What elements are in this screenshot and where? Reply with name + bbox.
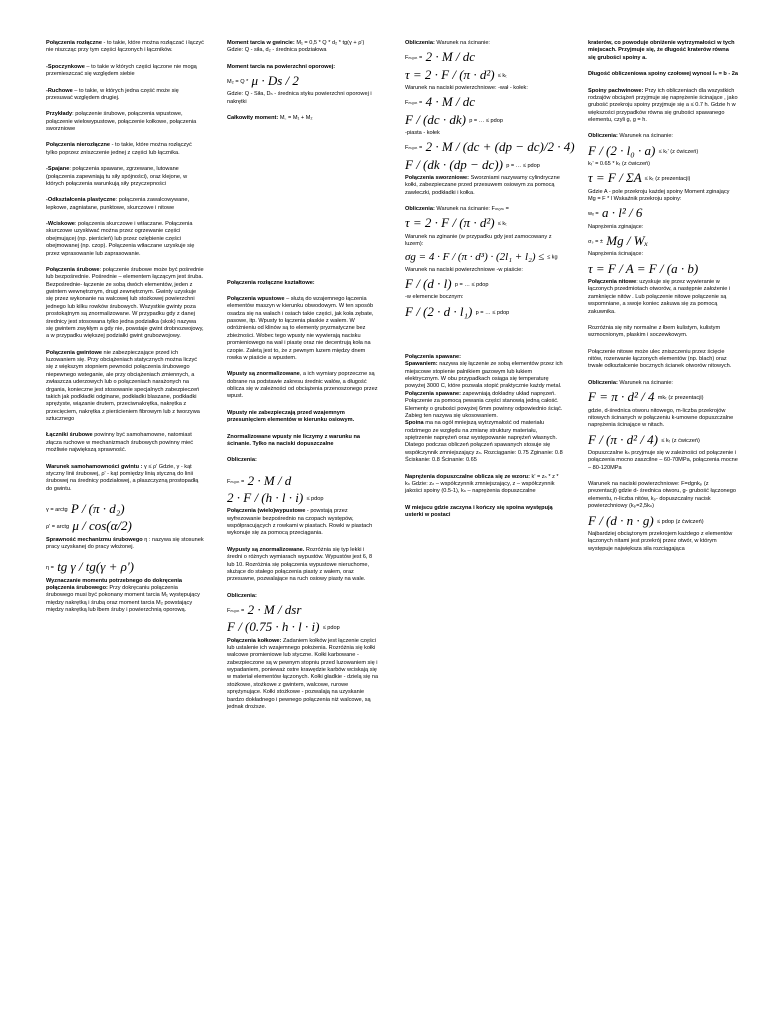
formula-tau-ab: τ = F / A = F / (a · b) — [588, 260, 699, 276]
formula-tau-sum: τ = F / ΣA ≤ kₜ (z prezentacji) — [588, 170, 691, 186]
formula-eta: η = tg γ / tg(γ + ρ') — [46, 559, 134, 575]
block-wypusty-norm: Wypusty są znormalizowane. Rozróżnia się typ lekki i średni o różnych wymiarach wypustów. Wypustów jest 6, 8 lub 10. Rozróżnia się połączenia wypustowe nieruchome, służące do stałego połączenia piasty z wałem, oraz przesuwne, pozwalające na ruch osiowy piasty na wale. — [227, 546, 373, 583]
block-odksztalcenia: -Odkształcenia plastyczne: połączenia zawalcowywane, lepkowe, zagniatane, punktowe, skurczowe i nitowe — [46, 197, 190, 211]
block-wpusty-naciski: Znormalizowane wpusty nie liczymy z warunku na ścinanie. Tylko na naciski dopuszczalne — [227, 433, 361, 447]
block-naciski-nit: Warunek na naciski powierzchniowe: F=dgnkₚ (z prezentacji) gdzie d- średnica otworu, g- grubość łączonego elementu, n-liczba nitów, kₚ- dopuszczalny nacisk powierzchniowy (kₚ=2,5kₙ) — [588, 481, 737, 510]
formula-tau-spoina: F / (2 · l₀ · a) ≤ kₜ' (z ćwiczeń) — [588, 142, 699, 158]
block-nitowe: Połączenia nitowe: uzyskuje się przez wywieranie w łączonych przedmiotach otworów, a następnie założenie i zamknięcie nitów . Lub połączenie nitowe połączenie są wspomniane, a swoje koniec zakuwa się za pomocą zakuwnika. — [588, 279, 731, 315]
formula-fmom-wypust: Fₘₒₘ = 2 · M / dsr — [227, 602, 302, 618]
block-calkowity: Całkowity moment: M꜀ = M₁ + M₂ — [227, 115, 313, 122]
block-spajane: -Spajane: połączenia spawane, zgrzewane, lutowane (połączenia zapewniają tu siły spójności), oraz klejone, w których połączenia warunkują siły przyczepności — [46, 166, 188, 187]
block-nity-rodzaje: Rozróżnia się nity normalne z łbem kulistym, kulistym wzmocnionym, płaskim i soczewkowym. — [588, 324, 721, 339]
block-piasta-kolek: -piasta - kołek — [405, 129, 440, 136]
block-kn-dop: Dopuszczalne kₙ przyjmuje się w zależności od połączenie i połączenia mocno zaszcilne – 60-70MPa, połączenia mocne – 80-120MPa — [588, 449, 738, 471]
formula-p-piasta: F / (dk · (dp − dc)) p = … ≤ pdop — [405, 156, 540, 172]
formula-p-piasta-sworzen: F / (d · l) p = … ≤ pdop — [405, 275, 489, 291]
column-4 — [588, 40, 738, 562]
block-naciski-piasta: Warunek na naciski powierzchniowe -w piaście: — [405, 266, 523, 273]
block-wielowypustowe: Połączenia (wielo)wypustowe - powstają przez wyfrezowanie bezpośrednio na czopach występów, współpracujących z rowkami w piastach. Rowki w piastach wykonuje się za pomocą przeciągania. — [227, 508, 373, 537]
formula-fmom-kolek: Fₘₒₘ = 2 · M / dc — [405, 49, 476, 65]
formula-p-wpust: 2 · F / (h · l · i) ≤ pdop — [227, 489, 324, 505]
block-moment-oporowa: Moment tarcia na powierzchni oporowej: — [227, 63, 336, 70]
block-samohamownosc: Warunek samohamowności gwintu : γ ≤ ρ' Gdzie, γ - kąt styczny linii śrubowej, ρ' - kąt pomiędzy linią styczną do linii śrubowej na średnicy podziałowej, a płaszczyzną prostopadłą do gwintu. — [46, 463, 199, 492]
block-srubowe: Połączenia śrubowe: połączenie śrubowe może być pośrednie lub bezpośrednie. Pośrednie – elementem łączącym jest śruba. Bezpośrednie- łączenie ze sobą dwóch elementów, jeden z gwintem wewnętrznym, drugi zewnętrznym. Gwinty uzyskuje się przez wykonanie na walcowej lub stożkowej powierzchni jednego lub kilku rowków śrubowych. Wszystkie gwinty poza prostokątnym są znormalizowane. W przypadku gdy z danej średnicy jest stosowana tylko jedna podziałka (skok) nazywa się gwintem zwykłym a gdy nie, powstaje gwint drobnozwojowy, a w przypadku większej podziałki gwint grubozwojowy. — [46, 266, 204, 340]
block-nierozlaczne: Połączenia nierozłączne - to takie, które można rozłączyć tylko poprzez zniszczenie jednej z części lub łącznika. — [46, 142, 192, 156]
formula-sigma-s: σₛ = ± Mg / Wₓ — [588, 233, 649, 249]
column-1 — [46, 40, 204, 624]
formula-p-wal: F / (dc · dk) p = … ≤ pdop — [405, 111, 503, 127]
formula-p-nit: F / (d · n · g) ≤ pdop (z ćwiczeń) — [588, 512, 704, 528]
formula-tau-nit: F / (π · d² / 4) ≤ kₜ (z ćwiczeń) — [588, 431, 700, 447]
block-wciskowe: -Wciskowe: połączenia skurczowe i wtłaczane. Połączenia skurczowe uzyskiwać można przez ogrzewanie części obejmującej (np. pierścień) lub przez oziębienie części obejmowanej (np. czop). Połączenia wtłaczane uzyskuje się przez wprasowanie lub zaprasowanie. — [46, 221, 195, 257]
block-spawaniem: Spawaniem: nazywa się łączenie ze sobą elementów przez ich miejscowe stopienie palnikiem gazowym lub łukiem elektrycznym. W obu przypadkach osiąga się temperaturę powyżej 3000 C, które pozwala stopić praktycznie każdy metal. — [405, 361, 563, 390]
block-ruchowe: -Ruchowe – to takie, w których jedna część może się przesuwać względem drugiej. — [46, 87, 179, 101]
formula-fmom-wal: Fₘₒₘ = 4 · M / dc — [405, 94, 476, 110]
block-nit-gdzie: gdzie, d-średnica otworu nitowego, m-liczba przekrojów nitowych ścinanych w połączeniu k-umowne dopuszczalne naprężenia ścinające w nitach. — [588, 407, 734, 429]
block-laczniki: Łączniki śrubowe powinny być samohamowne, natomiast złącza ruchowe w mechanizmach śrubowych powinny mieć możliwie największą sprawność. — [46, 432, 194, 454]
block-naprezenia-dop: Naprężenia dopuszczalne oblicza się ze wzoru: k' = zₙ * z * kₙ Gdzie: zₙ – współczynnik zmniejszający, z – współczynnik jakości spoiny (0.5-1), kₙ – naprężenia dopuszczalne — [405, 473, 559, 495]
formula-fmom-wpust: Fₘₒₘ = 2 · M / d — [227, 472, 292, 488]
formula-sigma-g: σg = 4 · F / (π · d³) · (2l₁ + l₂) ≤ ≤ kg — [405, 251, 558, 264]
block-najbardziej: Najbardziej obciążonym przekrojem każdego z elementów łączonych nitami jest przekrój przez otwór, w którym występuje największa siła rozciągająca — [588, 530, 733, 552]
block-moment-dokrecenia: Wyznaczanie momentu potrzebnego do dokręcenia połączenia śrubowego: Przy dokręcaniu połączenia śrubowego musi być pokonany moment tarcia M₁ występujący między nakrętką i śrubą oraz moment tarcia M₂ powstający między nakrętką lub łbem śruby i powierzchnią oporową. — [46, 577, 200, 614]
block-sworzniowe: Połączenia sworzniowe: Sworzniami nazywamy cylindryczne kołki, zabezpieczane przed przesuwem osiowym za pomocą zawleczki, podkładki i kołka. — [405, 174, 560, 196]
block-obliczenia-wpust: Obliczenia: — [227, 457, 257, 464]
formula-m2: M₂ = Q * μ · Ds / 2 — [227, 73, 299, 89]
block-element-boczny: -w elemencie bocznym: — [405, 294, 464, 301]
block-wpusty-osiowe: Wpusty nie zabezpieczają przed wzajemnym przesunięciem elementów w kierunku osiowym. — [227, 409, 355, 424]
block-obliczenia-wypust: Obliczenia: — [227, 592, 257, 599]
block-moment-zginajacy: Gdzie A - pole przekroju każdej spoiny Moment zginający Mg = F * l Wskaźnik przekroju spoiny: — [588, 188, 730, 203]
block-przyklady: Przykłady: połączenie śrubowe, połączenia wpustowe, połączenie wielowypustowe, połączenie kołkowe, połączenia sworzniowe — [46, 111, 197, 132]
block-kt-prim: kₜ' = 0.65 * kₜ (z ćwiczeń) — [588, 161, 651, 168]
block-gwintowe: Połączenia gwintowe nie zabezpieczające przed ich luzowaniem się. Przy obciążeniach statycznych można liczyć się z większym stopniem pewności połączenia śrubowego niepewnego wsteganie, ale przy obciążeniach zmiennych, a zwłaszcza uderzowych lub o połączeniach narażonych na drgania, konieczne jest stosowanie specjalnych zabezpieczeń takich jak podkładki odginane, podkładki blaszane, podkładki sprężyste, wiązanie drutem, przeciwnakrętka, nakrętka z przecięciem, nakrętka z pierścieniem fibrowym lub z tworzywa sztucznego — [46, 349, 200, 422]
block-usterki: W miejscu gdzie zaczyna i kończy się spoina występują usterki w postaci — [405, 504, 553, 519]
formula-tau-kolek: τ = 2 · F / (π · d²) ≤ kₜ — [405, 66, 507, 82]
block-spawane-naprezenia: Połączenia spawane: zapewniają dokładny układ napręzeń. Połączenie za pomocą pewania części stanowią jedną całość. Elementy o grubości powyżej 6mm powinny odpowiednio ściąć. Zabieg ten nazywa się ukosowaniem. — [405, 390, 563, 419]
block-zginajace: Naprężenia zginające: — [588, 223, 644, 230]
formula-f-nit: F = π · d² / 4 mkₜ (z prezentacji) — [588, 389, 704, 405]
block-wpusty-norm: Wpusty są znormalizowane, a ich wymiary poprzeczne są dobrane na podstawie zakresu średnic wałów, a długość oblicza się w zależności od obciążenia przenoszonego przez wpust. — [227, 371, 378, 400]
block-zginanie: Warunek na zginanie (w przypadku gdy jest zamocowany z luzem): — [405, 233, 552, 248]
block-wal-kolek: Warunek na naciski powierzchniowe: -wał - kołek: — [405, 84, 528, 91]
formula-p-wypust: F / (0.75 · h · l · i) ≤ pdop — [227, 619, 340, 635]
formula-fmom-piasta: Fₘₒₘ = 2 · M / (dc + (dp − dc)/2 · 4) — [405, 139, 575, 155]
block-kolkowe: Połączenia kołkowe: Zadaniem kołków jest łączenie części lub ustalenie ich wzajemnego położenia. Rozróżnia się kołki walcowe promieniowe lub styczne. Kołki karbowane - zabezpieczone są w pewnym stopniu przed luzowaniem się i wypadaniem, ponieważ ostre krawędzie karbów wciskają się w materiał elementów łączonych. Kołki gładkie - dzielą się na stożkowe, stożkowe z gwintem, walcowe, rurowe sprężynujące. Kołki stożkowe - pozwalają na uzyskanie bardzo dokładnego i pewnego połączenia niż walcowe, są jednak droższe. — [227, 637, 379, 710]
block-obliczenia-nit: Obliczenia: Warunek na ścinanie: — [588, 379, 673, 386]
block-obliczenia-spoina: Obliczenia: Warunek na ścinanie: — [588, 133, 673, 140]
block-spoczynkowe: -Spoczynkowe – to takie w których części łączone nie mogą przemieszczać się względem siebie — [46, 63, 197, 78]
block-obliczenia-sworzen: Obliczenia: Warunek na ścinanie: Fₘₒₘ = — [405, 206, 509, 213]
block-ksztaltowe: Połączenia rozłączne kształtowe: — [227, 279, 315, 286]
block-pachwinowe: Spoiny pachwinowe: Przy ich obliczeniach dla wszystkich rodzajów obciążeń przyjmuje się naprężenie ścinające , jako grubość przekroju spoiny przyjmuje się a ≤ 0.7 h. Gdzie h w większości przypadków równa się grubości spawanego elementu, czyli g, g = h. — [588, 87, 738, 123]
block-rozlaczne: Połączenia rozłączne - to takie, które można rozłączać i łączyć nie niszcząc przy tym części łączonych i łączników. — [46, 40, 204, 54]
formula-p-boczny: F / (2 · d · l₁) p = … ≤ pdop — [405, 303, 510, 319]
block-gdzie-ds: Gdzie: Q - Siła, Dₙ - średnica styku powierzchni oporowej i nakrętki — [227, 91, 372, 105]
block-obliczenia-kolek: Obliczenia: Warunek na ścinanie: — [405, 40, 490, 46]
block-moment-gwint: Moment tarcia w gwincie: M₁ = 0,5 * Q * d₂ * tg(γ + ρ') Gdzie: Q - siła, d₂ - średnica podziałowa — [227, 40, 365, 54]
block-scinajace: Naprężenia ścinające: — [588, 251, 644, 258]
block-kratery: kraterów, co powoduje obniżenie wytrzymałości w tych miejscach. Przyjmuje się, że długość kraterów równa się grubości spoiny a. — [588, 40, 735, 61]
column-3 — [405, 40, 575, 528]
block-dlugosc-spoiny: Długość obliczeniowa spoiny czołowej wynosi l₀ = b - 2a — [588, 71, 739, 78]
formula-wx: wₓ = a · l² / 6 — [588, 205, 643, 221]
block-sprawnosc: Sprawność mechanizmu śrubowego η : nazywa się stosunek pracy uzyskanej do pracy włożonej. — [46, 536, 204, 550]
column-2 — [227, 40, 379, 720]
block-spoina: Spoina ma na ogół mniejszą wytrzymałość od materiału rodzimego ze względu na zmianę struktury materiału, spiętrzenie naprężeń oraz występowanie naprężeń własnych. Dlatego podczas obliczeń połączeń spawanych stosuje się współczynnik zmniejszający zₙ. Rozciąganie: 0.75 Zginanie: 0.8 Ściskanie: 0.8 Ścinanie: 0.65 — [405, 420, 563, 464]
block-nity-zniszczenie: Połączenie nitowe może ulec zniszczeniu przez ścięcie nitów, rozerwanie łączonych elementów (np. blach) oraz trwałe odkształcenie bocznych ścianek otworów nitowych. — [588, 348, 732, 370]
formula-rho: ρ' = arctg μ / cos(α/2) — [46, 518, 132, 534]
block-wpustowe: Połączenia wpustowe – służą do wzajemnego łączenia elementów maszyn w kierunku obwodowym. W ten sposób osadza się na wałach i osiach takie części, jak koła zębate, pasowe, itp. Wpusty to łączenia płaskie z wałem. W odróżnieniu od klinów są to elementy pryzmatyczne bez zbieżności. Wobec tego wpusty nie wywierają nacisku promieniowego na wał i piastę oraz nie decentrują koła na czopie. Zaletą jest to, że z pewnym luzem między dnem rowka w piaście a wpustem. — [227, 295, 374, 361]
formula-tau-sworzen: τ = 2 · F / (π · d²) ≤ kₜ — [405, 215, 507, 231]
block-spawane-title: Połączenia spawane: — [405, 353, 461, 360]
formula-gamma: γ = arctg P / (π · d₂) — [46, 501, 125, 516]
